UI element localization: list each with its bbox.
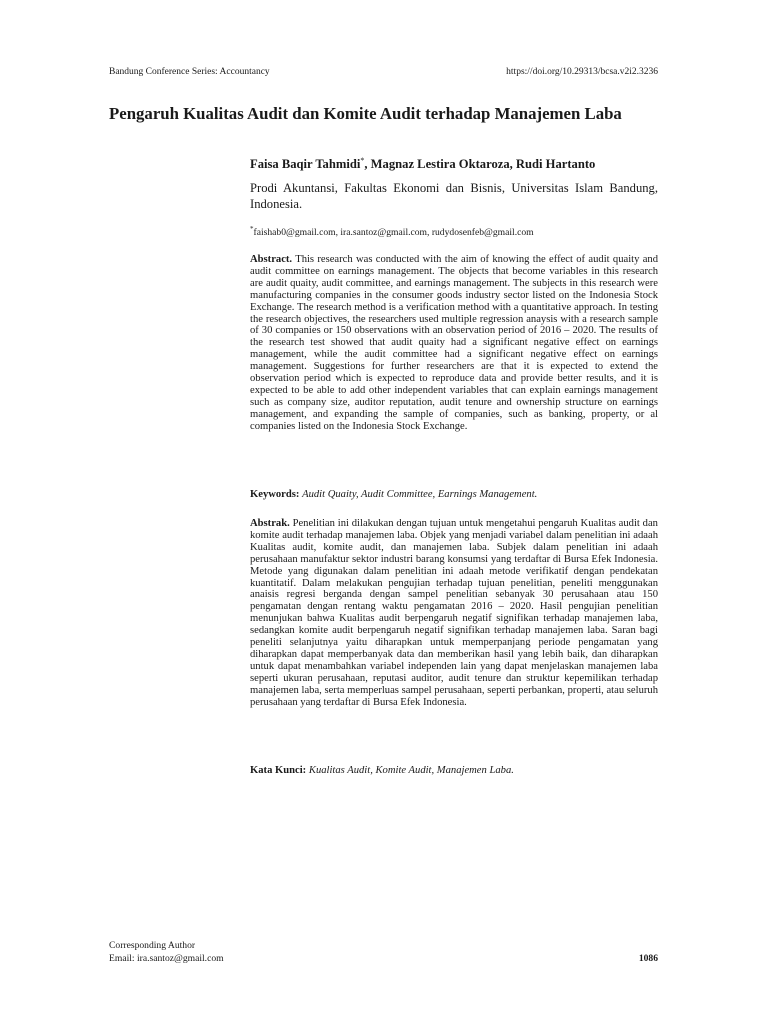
keywords-english [250,489,658,501]
kata-kunci-text: Kualitas Audit, Komite Audit, Manajemen Laba. [308,765,514,776]
keywords-label: Keywords: [250,489,300,500]
abstrak-text: Penelitian ini dilakukan dengan tujuan untuk mengetahui pengaruh Kualitas audit dan komite audit terhadap manajemen laba. Objek yang menjadi variabel dalam penelitian ini adaah Kualitas audit, komite audit, dan manajemen laba. Subjek dalam penelitian ini adaah perusahaan manufaktur sektor industri barang konsumsi yang terdaftar di Bursa Efek Indonesia. Metode yang digunakan dalam penelitian ini adaah metode verifikatif dengan pendekatan kuantitatif. Dalam melakukan pengujian terhadap tujuan penelitian, peneliti menggunakan anaisis regresi berganda dengan sampel penelitian sebanyak 30 perusahaan atau 150 pengamatan dengan rentang waktu pengamatan 2016 – 2020. Hasil pengujian penelitian menunjukan bahwa Kualitas audit berpengaruh negatif signifikan terhadap manajemen laba, sedangkan komite audit berpengaruh negatif signifikan terhadap manajemen laba. Saran bagi peneliti selanjutnya yaitu diharapkan untuk memperpanjang periode pengamatan yang diharapkan dapat memperbanyak data dan memberikan hasil yang lebih baik, dan diharapkan untuk dapat menambahkan variabel independen lain yang dapat menjelaskan manajemen laba seperti ukuran perusahaan, reputasi auditor, audit tenure dan struktur kepemilikan terhadap manajemen laba, serta memperluas sampel perusahaan, seperti perbankan, properti, atau seluruh perusahaan yang terdaftar di Bursa Efek Indonesia. [250,518,658,708]
abstract-text: This research was conducted with the aim of knowing the effect of audit quaity and audit committee on earnings management. The objects that become variables in this research are audit quaity, audit committee, and earnings management. The subjects in this research were manufacturing companies in the consumer goods industry sector listed on the Indonesia Stock Exchange. The research method is a verification method with a quantitative approach. In testing the research objectives, the researchers used multiple regression anaysis with a research sample of 30 companies or 150 observations with an observation period of 2016 – 2020. The results of the research test showed that audit quaity had a significant negative effect on earnings management, while the audit committee had a significant negative effect on earnings management. Suggestions for further researchers are that it is expected to extend the observation period which is expected to reproduce data and provide better results, and it is expected to be able to add other independent variables that can explain earnings management such as company size, auditor reputation, audit tenure and ownership structure on earnings management, and expanding the sample of companies, such as banking, property, or al companies listed on the Indonesia Stock Exchange. [250,254,659,432]
first-author: Faisa Baqir Tahmidi [250,157,361,172]
affiliation: Prodi Akuntansi, Fakultas Ekonomi dan Bisnis, Universitas Islam Bandung, Indonesia. [250,181,658,211]
running-header-doi[interactable]: https://doi.org/10.29313/bcsa.v2i2.3236 [506,67,658,77]
author-list [250,153,658,172]
abstrak-label: Abstrak. [250,518,290,529]
page-number: 1086 [638,953,658,964]
author-emails [250,223,658,239]
email-mark: * [250,225,254,233]
corresponding-author-email[interactable]: Email: ira.santoz@gmail.com [109,952,224,964]
corresponding-author-footnote [109,940,224,965]
running-header-journal: Bandung Conference Series: Accountancy [109,67,270,77]
abstract-english [250,254,658,433]
keywords-indonesian [250,765,658,777]
email-list[interactable]: faishab0@gmail.com, ira.santoz@gmail.com, rudydosenfeb@gmail.com [253,227,534,239]
co-authors: , Magnaz Lestira Oktaroza, Rudi Hartanto [364,157,596,172]
corresponding-author-label: Corresponding Author [109,940,196,951]
keywords-text: Audit Quaity, Audit Committee, Earnings Management. [302,489,538,500]
abstract-label: Abstract. [250,254,293,265]
kata-kunci-label: Kata Kunci: [250,765,307,776]
corresponding-author-mark: * [360,156,365,165]
paper-title: Pengaruh Kualitas Audit dan Komite Audit terhadap Manajemen Laba [109,104,622,123]
abstract-indonesian [250,518,658,709]
